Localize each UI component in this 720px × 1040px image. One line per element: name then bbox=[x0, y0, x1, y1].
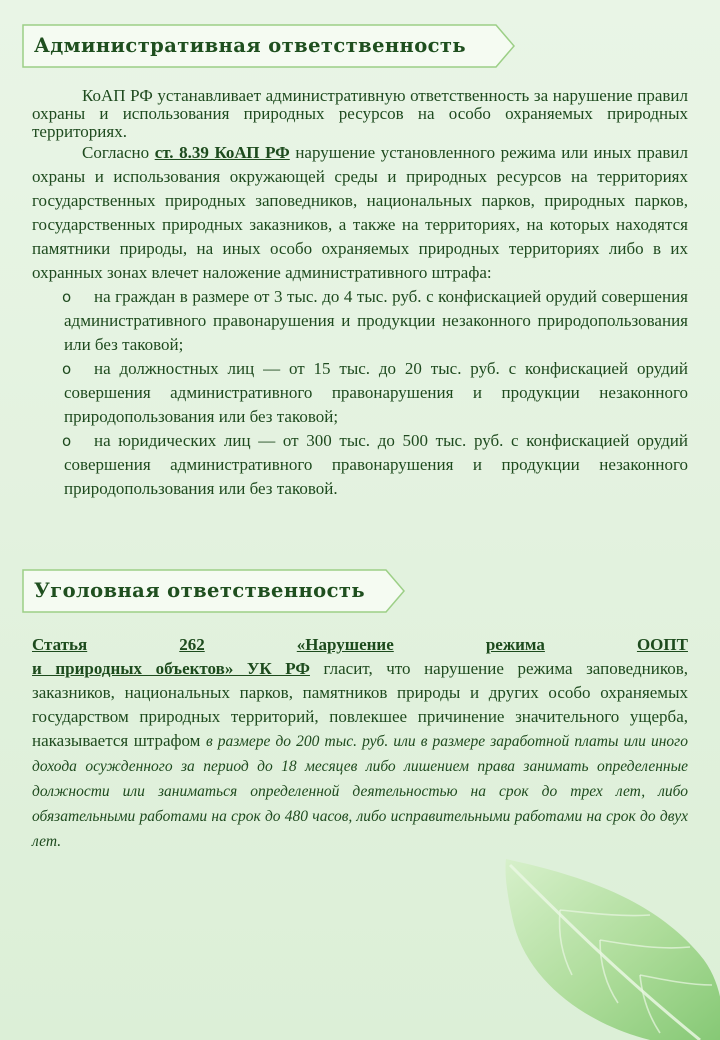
paragraph-koap-intro: КоАП РФ устанавливает административную ответственность за нарушение правил охраны и использования природных ресурсов на особо охраняемых природных территориях. bbox=[32, 86, 688, 141]
link-article-8-39[interactable]: ст. 8.39 КоАП РФ bbox=[154, 143, 290, 162]
link-article-262[interactable]: и природных объектов» УК РФ bbox=[32, 659, 310, 678]
criminal-section-body bbox=[32, 633, 688, 854]
article-word: режима bbox=[485, 635, 545, 654]
list-item bbox=[64, 429, 688, 501]
penalty-text: в размере до 200 тыс. руб. или в размере заработной платы или иного дохода осужденного за период до 18 месяцев либо лишением права занимать определенные должности или заниматься определенной деятельностью на срок до трех лет, либо обязательными работами на срок до 480 часов, либо исправительными работами на срок до двух лет. bbox=[32, 733, 688, 850]
admin-section-body bbox=[32, 87, 688, 501]
article-word: «Нарушение bbox=[296, 635, 394, 654]
section-heading-criminal bbox=[22, 569, 406, 613]
paragraph-article-839 bbox=[32, 141, 688, 285]
list-item bbox=[64, 357, 688, 429]
article-word: 262 bbox=[179, 635, 205, 654]
article-word: ООПТ bbox=[636, 635, 688, 654]
list-item-text: на граждан в размере от 3 тыс. до 4 тыс. руб. с конфискацией орудий совершения административного правонарушения и продукции незаконного природопользования или без таковой; bbox=[64, 287, 688, 354]
list-item bbox=[64, 285, 688, 357]
paragraph-text: гласит, что нарушение режима заповедников, заказников, национальных парков, памятников природы и других особо охраняемых государством природных территорий, повлекшее причинение значительного ущерба, наказывается штрафом bbox=[32, 659, 688, 750]
section-heading-admin bbox=[22, 24, 516, 68]
paragraph-article-262 bbox=[32, 657, 688, 854]
heading-title: Уголовная ответственность bbox=[34, 579, 365, 602]
circle-bullet-icon: o bbox=[62, 432, 72, 450]
leaf-icon bbox=[500, 855, 720, 1040]
circle-bullet-icon: o bbox=[62, 288, 72, 306]
list-item-text: на должностных лиц — от 15 тыс. до 20 тыс. руб. с конфискацией орудий совершения административного правонарушения и продукции незаконного природопользования или без таковой; bbox=[64, 359, 688, 426]
heading-title: Административная ответственность bbox=[34, 34, 467, 57]
paragraph-text: нарушение установленного режима или иных правил охраны и использования окружающей среды и природных ресурсов на территориях государственных природных заповедников, национальных парков, природных парков, государственных природных заказников, а также на территориях, на которых находятся памятники природы, на иных особо охраняемых природных территориях либо в их охранных зонах влечет наложение административного штрафа: bbox=[32, 143, 688, 282]
circle-bullet-icon: o bbox=[62, 360, 72, 378]
article-word: Статья bbox=[32, 635, 88, 654]
article-262-title-line[interactable] bbox=[32, 633, 688, 657]
fine-list bbox=[32, 285, 688, 501]
paragraph-lead: Согласно bbox=[82, 143, 155, 162]
list-item-text: на юридических лиц — от 300 тыс. до 500 тыс. руб. с конфискацией орудий совершения административного правонарушения и продукции незаконного природопользования или без таковой. bbox=[64, 431, 688, 498]
